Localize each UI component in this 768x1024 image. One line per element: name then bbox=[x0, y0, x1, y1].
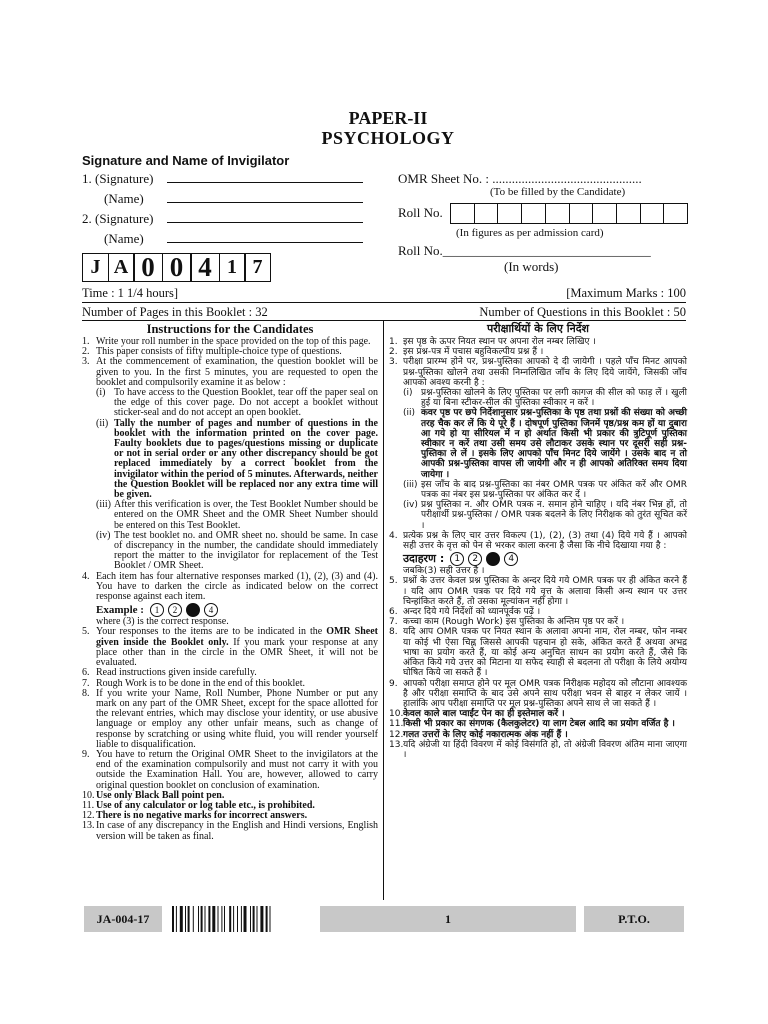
example-label: Example : bbox=[96, 603, 144, 616]
list-item: 7. Rough Work is to be done in the end of this booklet. bbox=[82, 677, 305, 689]
roll-digit-box[interactable] bbox=[617, 204, 641, 223]
invigilator-2-signature-blank bbox=[167, 213, 363, 223]
invigilator-2-name-blank bbox=[167, 233, 363, 243]
answer-example bbox=[403, 551, 687, 566]
option-4-circle: 4 bbox=[204, 603, 218, 617]
option-4-circle: 4 bbox=[504, 552, 518, 566]
roll-no-label: Roll No. bbox=[398, 205, 443, 220]
hindi-instructions-heading: परीक्षार्थियों के लिए निर्देश bbox=[486, 322, 590, 335]
list-item: 10. केवल काले बाल प्वाईंट पेन का ही इस्तेमाल करें । bbox=[389, 709, 565, 720]
list-subitem: (i) To have access to the Question Booklet, tear off the paper seal on the edge of this cover page. Do not accept a booklet without sticker-seal and do not accept an open booklet. bbox=[96, 387, 378, 419]
roll-digit-box[interactable] bbox=[593, 204, 617, 223]
list-item: 6. अन्दर दिये गये निर्देशों को ध्यानपूर्वक पढ़ें । bbox=[389, 607, 541, 618]
pages-questions-row bbox=[82, 305, 686, 320]
page-footer bbox=[84, 906, 684, 932]
list-subitem: (ii) कवर पृष्ठ पर छपे निर्देशानुसार प्रश्न-पुस्तिका के पृष्ठ तथा प्रश्नों की संख्या को अच्छी तरह चैक कर लें कि ये पूरे हैं । दोषपूर्ण पुस्तिका जिनमें पृष्ठ/प्रश्न कम हों या दुबारा आ गये हो या सीरियल में न हो अर्थात किसी भी प्रकार की त्रुटिपूर्ण पुस्तिका स्वीकार न करें तथा उसी समय उसे लौटाकर उसके स्थान पर दूसरी सही प्रश्न-पुस्तिका ले लें । इसके लिए आपको पाँच मिनट दिये जायेंगे । उसके बाद न तो आपकी प्रश्न-पुस्तिका वापस ली जायेगी और न ही आपको अतिरिक्त समय दिया जायेगा । bbox=[403, 408, 687, 480]
roll-digit-box[interactable] bbox=[664, 204, 687, 223]
list-item: 3. At the commencement of examination, the question booklet will be given to you. In the first 5 minutes, you are requested to open the booklet and compulsorily examine it as below : bbox=[82, 356, 378, 388]
option-2-circle: 2 bbox=[468, 552, 482, 566]
invigilator-2-signature-line[interactable] bbox=[82, 211, 363, 227]
roll-digit-box[interactable] bbox=[451, 204, 475, 223]
example-label: उदाहरण : bbox=[403, 551, 445, 565]
paper-title: PAPER-II bbox=[348, 108, 428, 128]
list-item: 11. Use of any calculator or log table etc., is prohibited. bbox=[82, 799, 315, 811]
barcode-icon bbox=[172, 906, 312, 932]
english-instructions bbox=[82, 322, 378, 842]
invigilator-1-name-blank bbox=[167, 193, 363, 203]
questions-count: Number of Questions in this Booklet : 50 bbox=[479, 305, 686, 319]
invigilator-2-signature-label: 2. (Signature) bbox=[82, 211, 154, 226]
list-item: 10. Use only Black Ball point pen. bbox=[82, 789, 225, 801]
code-char: J bbox=[82, 253, 109, 282]
roll-digit-box[interactable] bbox=[641, 204, 665, 223]
roll-digit-box[interactable] bbox=[522, 204, 546, 223]
list-item: 8. यदि आप OMR पत्रक पर नियत स्थान के अलावा अपना नाम, रोल नम्बर, फोन नम्बर या कोई भी ऐसा चिह्न जिससे आपकी पहचान हो सके, अंकित करते हैं अथवा अभद्र भाषा का प्रयोग करते हैं, या कोई अन्य अनुचित साधन का प्रयोग करते हैं, जैसे कि अंकित किये गये उत्तर को मिटाना या सफेद स्याही से बदलना तो परीक्षा के लिये अयोग्य घोषित किये जा सकते हैं । bbox=[389, 627, 687, 679]
list-item: 7. कच्चा काम (Rough Work) इस पुस्तिका के अन्तिम पृष्ठ पर करें । bbox=[389, 617, 625, 628]
option-3-filled-circle bbox=[486, 552, 500, 566]
invigilator-heading: Signature and Name of Invigilator bbox=[82, 153, 290, 168]
invigilator-1-signature-blank bbox=[167, 173, 363, 183]
option-1-circle: 1 bbox=[150, 603, 164, 617]
booklet-code bbox=[82, 253, 270, 282]
list-item: 4. प्रत्येक प्रश्न के लिए चार उत्तर विकल्प (1), (2), (3) तथा (4) दिये गये हैं । आपको सही उत्तर के वृत्त को पेन से भरकर काला करना है जैसा कि नीचे दिखाया गया है : bbox=[389, 530, 687, 552]
list-item: 13. In case of any discrepancy in the English and Hindi versions, English version will be taken as final. bbox=[82, 820, 378, 842]
code-char: 0 bbox=[162, 253, 192, 282]
paper-code: JA-004-17 bbox=[84, 906, 162, 932]
roll-no-words-field[interactable]: Roll No.________________________________ bbox=[398, 243, 651, 258]
pages-count: Number of Pages in this Booklet : 32 bbox=[82, 305, 268, 319]
list-item: 11. किसी भी प्रकार का संगणक (कैलकुलेटर) या लाग टेबल आदि का प्रयोग वर्जित है । bbox=[389, 719, 675, 730]
column-divider bbox=[383, 320, 384, 900]
list-item: 13. यदि अंग्रेजी या हिंदी विवरण में कोई विसंगति हो, तो अंग्रेजी विवरण अंतिम माना जाएगा । bbox=[389, 739, 687, 760]
code-char: 0 bbox=[133, 253, 163, 282]
roll-number-boxes[interactable] bbox=[450, 203, 688, 224]
list-item: 6. Read instructions given inside carefully. bbox=[82, 667, 257, 679]
time-allowed: Time : 1 1/4 hours] bbox=[82, 286, 179, 300]
invigilator-1-signature-label: 1. (Signature) bbox=[82, 171, 154, 186]
list-subitem: (iv) प्रश्न पुस्तिका न. और OMR पत्रक न. समान होने चाहिए । यदि नंबर भिन्न हों, तो परीक्षार्थी प्रश्न-पुस्तिका / OMR पत्रक बदलने के लिए निरीक्षक को तुरंत सूचित करें । bbox=[403, 500, 687, 531]
list-item: 2. इस प्रश्न-पत्र में पचास बहुविकल्पीय प्रश्न हैं । bbox=[389, 347, 544, 358]
invigilator-1-name-label: (Name) bbox=[104, 191, 144, 206]
list-item: 8. If you write your Name, Roll Number, Phone Number or put any mark on any part of the OMR Sheet, except for the space allotted for the relevant entries, which may disclose your identity, or use abusive language or employ any other unfair means, such as change of response by scratching or using white fluid, you will render yourself liable to disqualification. bbox=[82, 687, 378, 750]
roll-digit-box[interactable] bbox=[546, 204, 570, 223]
hindi-instructions bbox=[389, 322, 687, 760]
list-item: 12. There is no negative marks for incorrect answers. bbox=[82, 810, 308, 822]
pto-label: P.T.O. bbox=[584, 906, 684, 932]
roll-digit-box[interactable] bbox=[475, 204, 499, 223]
omr-note: (To be filled by the Candidate) bbox=[490, 186, 626, 198]
divider bbox=[82, 302, 686, 303]
list-item: 9. You have to return the Original OMR Sheet to the invigilators at the end of the examination compulsorily and must not carry it with you outside the Examination Hall. You are, however, allowed to carry original question booklet on conclusion of examination. bbox=[82, 748, 378, 791]
code-char: 1 bbox=[219, 253, 246, 282]
omr-sheet-no-field[interactable]: OMR Sheet No. : .............................................. bbox=[398, 171, 642, 186]
list-subitem: (iv) The test booklet no. and OMR sheet no. should be same. In case of discrepancy in the number, the candidate should immediately report the matter to the invigilator for replacement of the Test Booklet / OMR Sheet. bbox=[96, 529, 378, 572]
answer-example bbox=[96, 602, 378, 617]
invigilator-1-name-line[interactable] bbox=[82, 191, 363, 207]
option-3-filled-circle bbox=[186, 603, 200, 617]
english-instructions-heading: Instructions for the Candidates bbox=[146, 322, 314, 336]
roll-digit-box[interactable] bbox=[498, 204, 522, 223]
list-item: 5. प्रश्नों के उत्तर केवल प्रश्न पुस्तिका के अन्दर दिये गये OMR पत्रक पर ही अंकित करने हैं । यदि आप OMR पत्रक पर दिये गये वृत्त के अलावा किसी अन्य स्थान पर उत्तर चिन्हांकित करते हैं, तो उसका मूल्यांकन नहीं होगा । bbox=[389, 576, 687, 607]
list-item: 1. इस पृष्ठ के ऊपर नियत स्थान पर अपना रोल नम्बर लिखिए । bbox=[389, 337, 596, 347]
list-item: 9. आपको परीक्षा समाप्त होने पर मूल OMR पत्रक निरीक्षक महोदय को लौटाना आवश्यक है और परीक्षा समाप्ति के बाद उसे अपने साथ परीक्षा भवन से बाहर न लेकर जायें । हालांकि आप परीक्षा समाप्ति पर मूल प्रश्न-पुस्तिका अपने साथ ले जा सकते हैं । bbox=[389, 678, 687, 709]
time-marks-row bbox=[82, 286, 686, 301]
maximum-marks: [Maximum Marks : 100 bbox=[566, 286, 686, 300]
subject-title: PSYCHOLOGY bbox=[321, 128, 455, 148]
roll-digit-box[interactable] bbox=[570, 204, 594, 223]
divider bbox=[82, 320, 686, 321]
list-subitem: (i) प्रश्न-पुस्तिका खोलने के लिए पुस्तिका पर लगी कागज की सील को फाड़ लें । खुली हुई या बिना स्टीकर-सील की पुस्तिका स्वीकार न करें । bbox=[403, 388, 687, 409]
list-subitem: (ii) Tally the number of pages and number of questions in the booklet with the information printed on the cover page. Faulty booklets due to pages/questions missing or duplicate or not in serial order or any other discrepancy should be got replaced immediately by a correct booklet from the invigilator within the period of 5 minutes. Afterwards, neither the Question Booklet will be replaced nor any extra time will be given. bbox=[96, 417, 378, 501]
invigilator-2-name-label: (Name) bbox=[104, 231, 144, 246]
list-item: 4. Each item has four alternative responses marked (1), (2), (3) and (4). You have to darken the circle as indicated below on the correct response against each item. bbox=[82, 570, 378, 603]
invigilator-1-signature-line[interactable] bbox=[82, 171, 363, 187]
list-item: 1. Write your roll number in the space provided on the top of this page. bbox=[82, 336, 371, 347]
list-subitem: (iii) इस जाँच के बाद प्रश्न-पुस्तिका का नंबर OMR पत्रक पर अंकित करें और OMR पत्रक का नंबर इस प्रश्न-पुस्तिका पर अंकित कर दें । bbox=[403, 479, 687, 501]
roll-no-words-note: (In words) bbox=[504, 259, 559, 274]
list-item: where (3) is the correct response. bbox=[96, 616, 229, 628]
option-2-circle: 2 bbox=[168, 603, 182, 617]
option-1-circle: 1 bbox=[450, 552, 464, 566]
code-char: 4 bbox=[190, 253, 220, 282]
list-subitem: (iii) After this verification is over, the Test Booklet Number should be entered on the OMR Sheet and the OMR Sheet Number should be entered on this Test Booklet. bbox=[96, 499, 378, 531]
roll-no-note: (In figures as per admission card) bbox=[456, 227, 604, 239]
list-item: जबकि(3) सही उत्तर है । bbox=[403, 566, 485, 577]
list-item: 12. गलत उत्तरों के लिए कोई नकारात्मक अंक नहीं हैं । bbox=[389, 729, 568, 740]
code-char: 7 bbox=[244, 253, 271, 282]
page-number: 1 bbox=[320, 906, 576, 932]
invigilator-2-name-line[interactable] bbox=[82, 231, 363, 247]
list-item: 3. परीक्षा प्रारम्भ होने पर, प्रश्न-पुस्तिका आपको दे दी जायेगी । पहले पाँच मिनट आपको प्रश्न-पुस्तिका खोलने तथा उसकी निम्नलिखित जाँच के लिए दिये जायेंगे, जिसकी जाँच आपको अवश्य करनी है : bbox=[389, 357, 687, 388]
list-item: 5. Your responses to the items are to be indicated in the OMR Sheet given inside the Booklet only. If you mark your response at any place other than in the circle in the OMR Sheet, it will not be evaluated. bbox=[82, 626, 378, 669]
list-item: 2. This paper consists of fifty multiple-choice type of questions. bbox=[82, 346, 342, 358]
code-char: A bbox=[108, 253, 135, 282]
